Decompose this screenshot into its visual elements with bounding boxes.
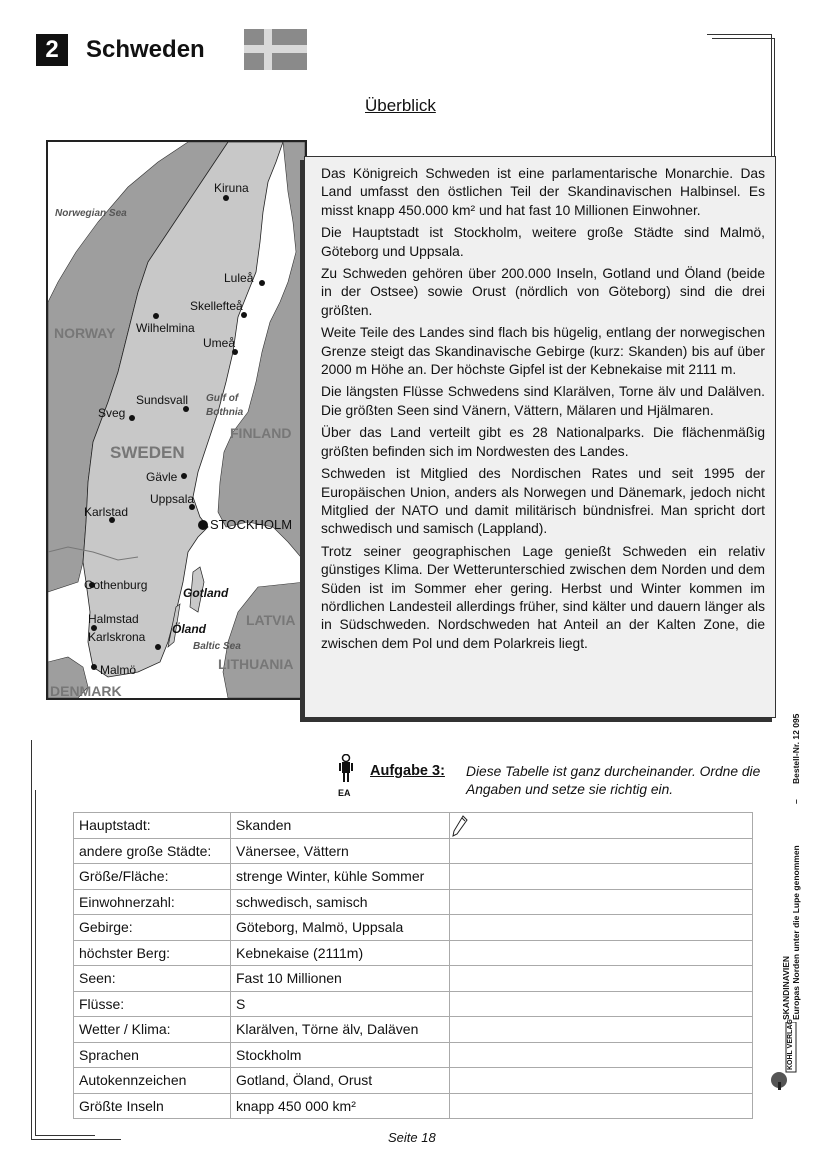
map-label-gothenburg: Gothenburg — [84, 578, 148, 592]
side-title: SKANDINAVIEN — [781, 955, 791, 1020]
corner-line-bottom-v — [31, 740, 32, 1140]
table-row — [74, 864, 753, 890]
table-row — [74, 966, 753, 992]
row-label: andere große Städte: — [74, 838, 231, 864]
answer-cell[interactable] — [450, 991, 753, 1017]
row-label: Einwohnerzahl: — [74, 889, 231, 915]
map-label-wilhelmina: Wilhelmina — [136, 321, 195, 335]
corner-line-bottom-h — [31, 1139, 121, 1140]
student-icon — [338, 754, 354, 798]
answer-cell[interactable] — [450, 813, 753, 839]
answer-cell[interactable] — [450, 838, 753, 864]
row-value: schwedisch, samisch — [231, 889, 450, 915]
table-row — [74, 1042, 753, 1068]
map-label-baltic-sea: Baltic Sea — [193, 641, 241, 652]
map-label-gotland: Gotland — [183, 586, 229, 600]
map-label-lithuania: LITHUANIA — [218, 656, 294, 672]
map-label-sweden: SWEDEN — [110, 443, 185, 462]
row-value: knapp 450 000 km² — [231, 1093, 450, 1119]
map-label-gulf-1: Gulf of — [206, 393, 239, 404]
row-value: strenge Winter, kühle Sommer — [231, 864, 450, 890]
task-text: Diese Tabelle ist ganz durcheinander. Ordne die Angaben und setze sie richtig ein. — [466, 764, 761, 797]
map-label-skelleftea: Skellefteå — [190, 299, 243, 313]
map-label-sveg: Sveg — [98, 406, 126, 420]
row-value: Klarälven, Törne älv, Daläven — [231, 1017, 450, 1043]
publisher-logo — [768, 1019, 798, 1092]
answer-cell[interactable] — [450, 915, 753, 941]
table-row — [74, 1017, 753, 1043]
table-row — [74, 838, 753, 864]
table-row — [74, 940, 753, 966]
row-label: Seen: — [74, 966, 231, 992]
row-value: Stockholm — [231, 1042, 450, 1068]
table-row — [74, 1068, 753, 1094]
map-label-stockholm: STOCKHOLM — [210, 517, 293, 532]
map-label-denmark: DENMARK — [50, 683, 122, 698]
side-info — [781, 700, 819, 1020]
map-graphic — [48, 142, 305, 698]
person-icon — [338, 754, 354, 784]
row-label: Autokennzeichen — [74, 1068, 231, 1094]
pencil-icon — [452, 815, 468, 837]
row-label: Hauptstadt: — [74, 813, 231, 839]
map-label-norwegian-sea: Norwegian Sea — [55, 208, 127, 219]
row-value: Skanden — [231, 813, 450, 839]
answer-cell[interactable] — [450, 940, 753, 966]
paragraph-6: Über das Land verteilt gibt es 28 Nationalparks. Die flächenmäßig größten befinden sich im Nordwesten des Landes. — [321, 425, 765, 459]
map-label-kiruna: Kiruna — [214, 181, 249, 195]
row-value: Fast 10 Millionen — [231, 966, 450, 992]
task-icon-label: EA — [338, 788, 351, 798]
table-row — [74, 915, 753, 941]
sweden-flag-icon — [244, 29, 307, 70]
paragraph-8: Trotz seiner geographischen Lage genießt Schweden ein relativ günstiges Klima. Der Wetterunterschied zwischen dem Norden und dem Süden ist im Sommer eher gering. Herbst und Winter kommen im nördlichen Landesteil allerdings früher, sind kälter und dauern länger als in Südschweden. Nordschweden hat Anteil an der Kalten Zone, die zwischen dem Pol und dem Polarkreis liegt. — [321, 543, 765, 651]
answer-cell[interactable] — [450, 966, 753, 992]
map-label-lulea: Luleå — [224, 271, 254, 285]
row-label: Größte Inseln — [74, 1093, 231, 1119]
map-label-finland: FINLAND — [230, 425, 292, 441]
paragraph-7: Schweden ist Mitglied des Nordischen Rates und seit 1995 der Europäischen Union, anders als Norwegen und Dänemark, jedoch nicht Mitglied der NATO und damit militärisch bündnisfrei. Man spricht dort schwedisch und samisch (Lappland). — [321, 466, 765, 537]
row-label: Flüsse: — [74, 991, 231, 1017]
task-label: Aufgabe 3: — [370, 763, 445, 779]
map-label-latvia: LATVIA — [246, 612, 296, 628]
answer-cell[interactable] — [450, 1017, 753, 1043]
map-label-sundsvall: Sundsvall — [136, 393, 189, 407]
answer-cell[interactable] — [450, 1093, 753, 1119]
table-row — [74, 813, 753, 839]
map-label-uppsala: Uppsala — [150, 492, 195, 506]
corner-line-top-h — [707, 34, 771, 35]
row-value: S — [231, 991, 450, 1017]
chapter-title: Schweden — [86, 36, 205, 63]
answer-cell[interactable] — [450, 1042, 753, 1068]
table-row — [74, 1093, 753, 1119]
corner-line-bottom-v2 — [35, 790, 36, 1135]
publisher-name: KOHL VERLAG — [787, 1019, 794, 1070]
row-label: Sprachen — [74, 1042, 231, 1068]
row-label: höchster Berg: — [74, 940, 231, 966]
row-value: Göteborg, Malmö, Uppsala — [231, 915, 450, 941]
answer-cell[interactable] — [450, 889, 753, 915]
answer-cell[interactable] — [450, 864, 753, 890]
paragraph-4: Weite Teile des Landes sind flach bis hügelig, entlang der norwegischen Grenze steigt das Skandinavische Gebirge (kurz: Skanden) bis auf über 2000 m Höhe an. Der höchste Gipfel ist der Kebnekaise mit 2111 m. — [321, 325, 765, 378]
map-label-malmo: Malmö — [100, 663, 137, 677]
map-label-oland: Öland — [172, 622, 207, 636]
side-dash: – — [791, 799, 801, 804]
map-label-karlstad: Karlstad — [84, 505, 129, 519]
page-number: Seite 18 — [388, 1130, 436, 1145]
map-label-norway: NORWAY — [54, 325, 116, 341]
row-label: Wetter / Klima: — [74, 1017, 231, 1043]
row-label: Gebirge: — [74, 915, 231, 941]
row-value: Gotland, Öland, Orust — [231, 1068, 450, 1094]
table-row — [74, 991, 753, 1017]
paragraph-2: Die Hauptstadt ist Stockholm, weitere große Städte sind Malmö, Göteborg und Uppsala. — [321, 225, 765, 259]
chapter-number: 2 — [36, 34, 68, 66]
map-label-gavle: Gävle — [146, 470, 178, 484]
paragraph-3: Zu Schweden gehören über 200.000 Inseln, Gotland und Öland (beide in der Ostsee) sowie Orust (nördlich von Göteborg) sind die drei größten. — [321, 266, 765, 318]
paragraph-5: Die längsten Flüsse Schwedens sind Klarälven, Torne älv und Dalälven. Die größten Seen sind Vänern, Vättern, Mälaren und Hjälmaren. — [321, 384, 765, 418]
corner-line-top-h2 — [712, 38, 774, 39]
row-label: Größe/Fläche: — [74, 864, 231, 890]
section-title: Überblick — [365, 96, 436, 115]
map-label-umea: Umeå — [203, 336, 236, 350]
sort-table — [73, 812, 753, 1119]
row-value: Vänersee, Vättern — [231, 838, 450, 864]
overview-text-panel — [304, 156, 776, 718]
paragraph-1: Das Königreich Schweden ist eine parlamentarische Monarchie. Das Land umfasst den östlichen Teil der Skandinavischen Halbinsel. Es misst knapp 450.000 km² und hat fast 10 Millionen Einwohner. — [321, 166, 765, 218]
map-label-halmstad: Halmstad — [88, 612, 139, 626]
answer-cell[interactable] — [450, 1068, 753, 1094]
map-label-karlskrona: Karlskrona — [88, 630, 146, 644]
map-label-gulf-2: Bothnia — [206, 407, 244, 418]
table-row — [74, 889, 753, 915]
row-value: Kebnekaise (2111m) — [231, 940, 450, 966]
corner-line-bottom-h2 — [35, 1135, 95, 1136]
side-series: Europas Norden unter die Lupe genommen — [791, 845, 801, 1020]
order-number: Bestell-Nr. 12 095 — [791, 713, 801, 784]
sweden-map — [46, 140, 307, 700]
